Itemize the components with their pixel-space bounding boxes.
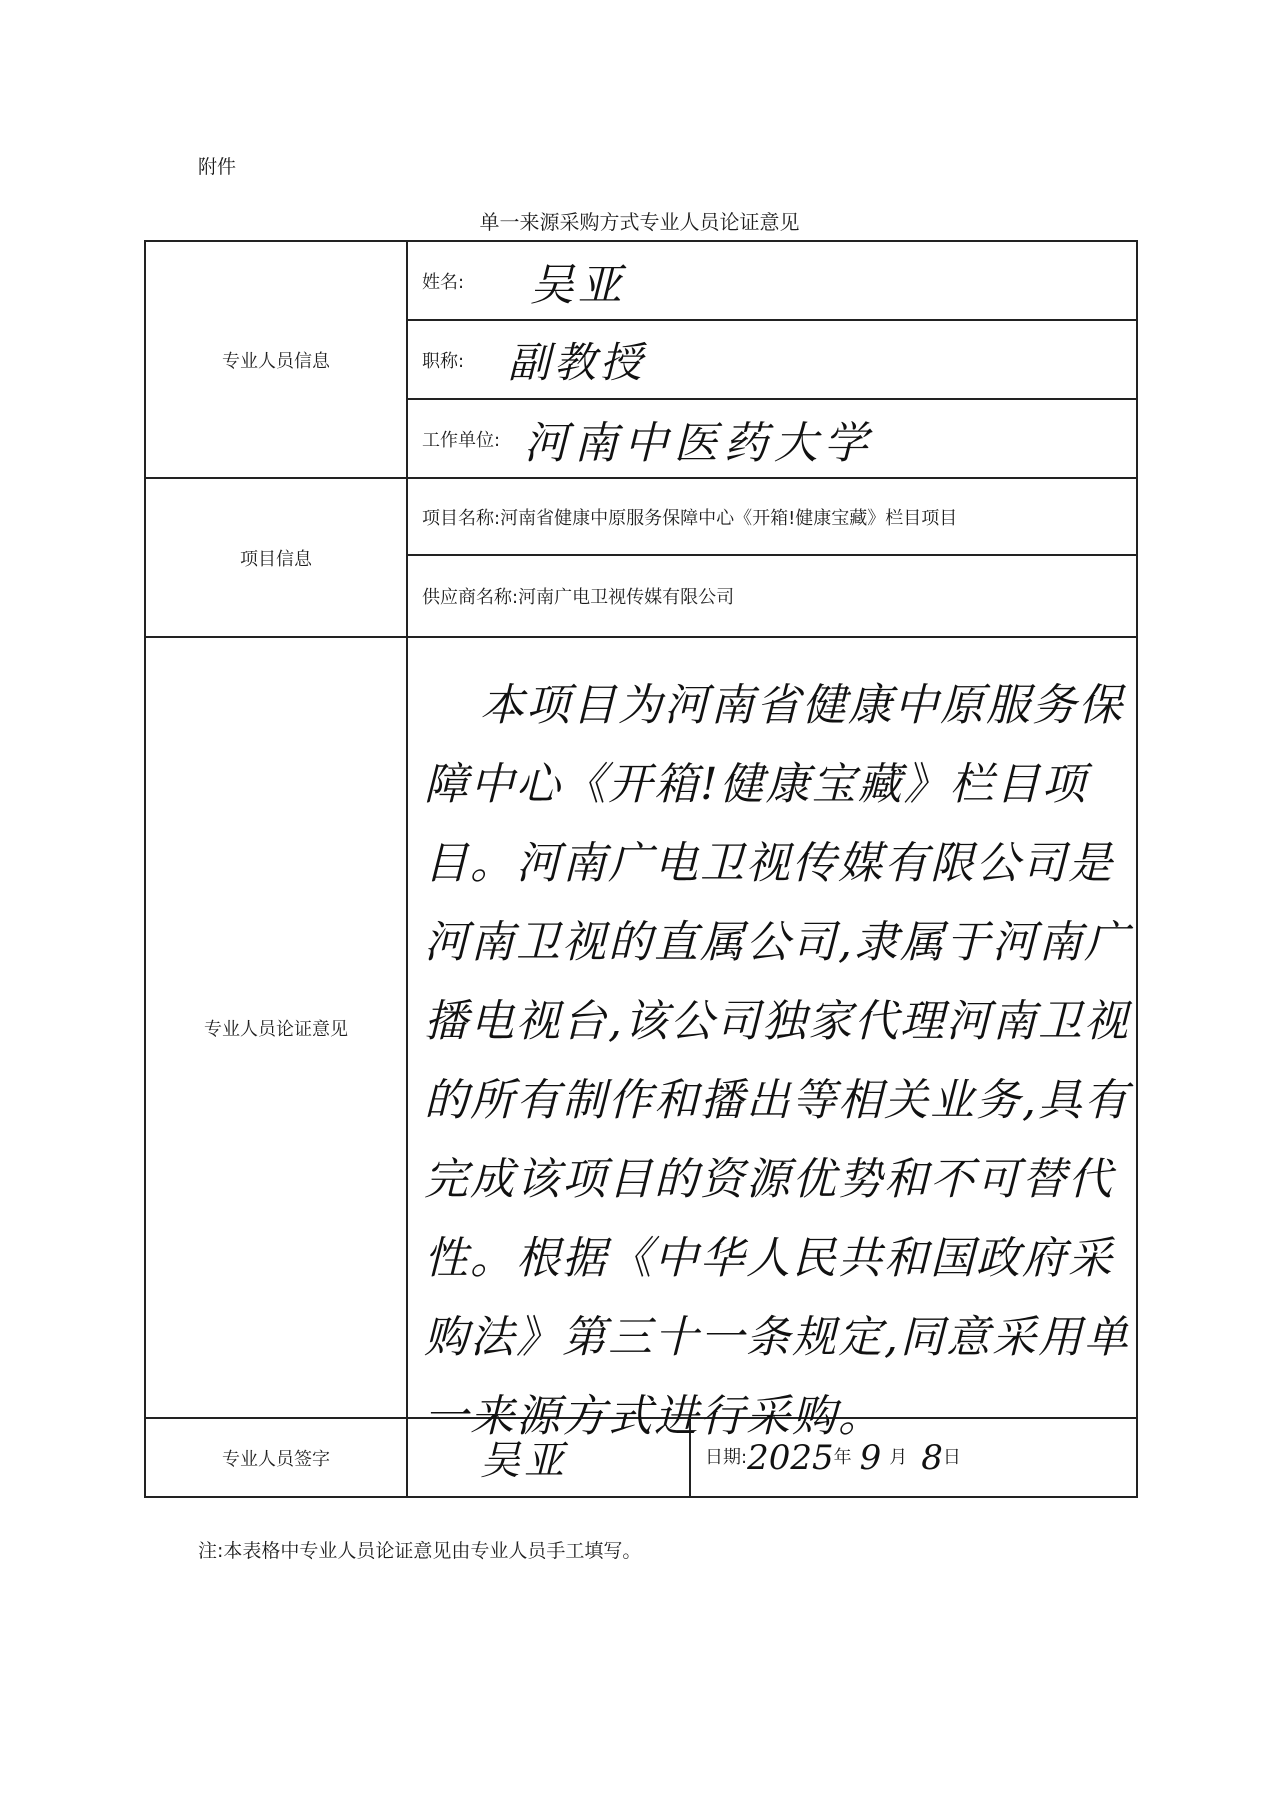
name-label: 姓名: (422, 271, 465, 293)
supplier-value: 河南广电卫视传媒有限公司 (518, 587, 735, 608)
date-day: 8 (921, 1437, 943, 1478)
work-unit-label: 工作单位: (422, 429, 501, 451)
opinion-handwritten-text (424, 666, 1130, 1442)
opinion-row (145, 637, 1137, 1418)
signature-handwritten-value: 吴亚 (480, 1438, 568, 1484)
supplier-field (407, 555, 1137, 637)
date-year-unit: 年 (833, 1446, 852, 1468)
date-year: 2025 (747, 1437, 834, 1478)
name-row (145, 241, 1137, 320)
opinion-field (407, 637, 1137, 1442)
date-label: 日期: (705, 1446, 748, 1468)
project-name-field (407, 478, 1137, 555)
opinion-section-label: 专业人员论证意见 (145, 637, 407, 1418)
project-name-value: 河南省健康中原服务保障中心《开箱!健康宝藏》栏目项目 (500, 507, 958, 529)
title-label: 职称: (422, 350, 465, 372)
date-month: 9 (859, 1437, 882, 1478)
expert-info-section-label: 专业人员信息 (145, 241, 407, 478)
date-month-unit: 月 (889, 1446, 908, 1468)
project-info-section-label: 项目信息 (145, 478, 407, 637)
name-handwritten-value: 吴亚 (529, 259, 626, 311)
title-handwritten-value: 副教授 (507, 337, 646, 387)
name-field (407, 241, 1137, 320)
work-unit-handwritten-value: 河南中医药大学 (523, 417, 874, 469)
project-name-row (145, 478, 1137, 555)
opinion-text: 本项目为河南省健康中原服务保障中心《开箱!健康宝藏》栏目项目。河南广电卫视传媒有限公司是河南卫视的直属公司,隶属于河南广播电视台,该公司独家代理河南卫视的所有制作和播出等相关业务,具有完成该项目的资源优势和不可替代性。根据《中华人民共和国政府采购法》第三十一条规定,同意采用单一来源方式进行采购。 (424, 680, 1130, 1442)
document-title: 单一来源采购方式专业人员论证意见 (479, 210, 800, 234)
date-day-unit: 日 (942, 1446, 961, 1468)
attachment-label: 附件 (198, 156, 237, 178)
signature-section-label: 专业人员签字 (145, 1418, 407, 1497)
project-name-label: 项目名称: (422, 507, 501, 529)
footnote: 注:本表格中专业人员论证意见由专业人员手工填写。 (198, 1540, 642, 1562)
expert-opinion-form (144, 240, 1138, 1498)
work-unit-field (407, 399, 1137, 478)
title-field (407, 320, 1137, 399)
supplier-label: 供应商名称: (422, 587, 519, 608)
